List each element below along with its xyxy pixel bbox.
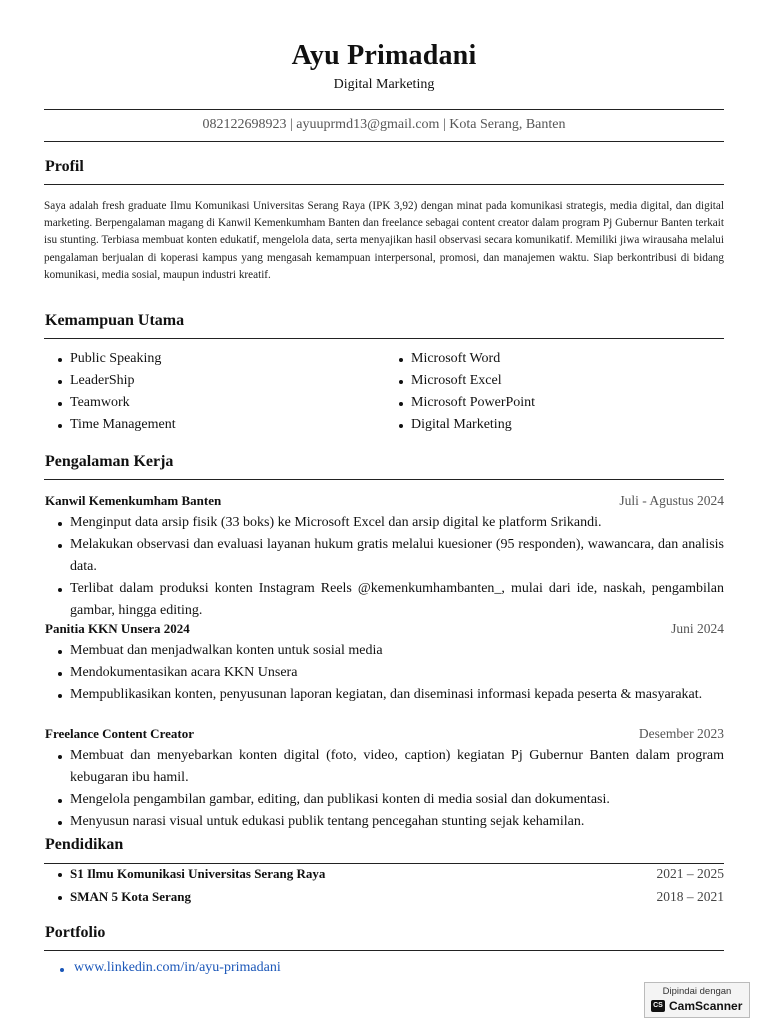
job-date: Desember 2023 [638,726,724,741]
section-title-education: Pendidikan [45,836,124,853]
section-title-profile: Profil [45,158,84,175]
education-years: 2018 – 2021 [656,889,724,904]
job-bullets [44,640,724,706]
section-title-skills: Kemampuan Utama [45,312,185,329]
job-bullets [44,512,724,622]
section-divider [44,863,724,864]
education-row [44,889,724,905]
skill-item: LeaderShip [44,370,176,392]
skill-item: Microsoft PowerPoint [385,392,535,414]
job-bullet: Membuat dan menjadwalkan konten untuk sosial media [44,640,724,662]
job-header [45,621,724,637]
job-bullet: Mempublikasikan konten, penyusunan laporan kegiatan, dan diseminasi informasi kepada peserta & masyarakat. [44,684,724,706]
job-bullet: Membuat dan menyebarkan konten digital (foto, video, caption) kegiatan Pj Gubernur Banten dalam program kebugaran ibu hamil. [44,745,724,789]
skill-item: Microsoft Word [385,348,535,370]
watermark-brand: CamScanner [669,999,743,1013]
education-row [44,866,724,882]
job-date: Juli - Agustus 2024 [619,493,724,508]
section-title-experience: Pengalaman Kerja [45,453,174,470]
job-bullet: Menyusun narasi visual untuk edukasi publik tentang pencegahan stunting sejak kehamilan. [44,811,724,833]
job-bullet: Menginput data arsip fisik (33 boks) ke Microsoft Excel dan arsip digital ke platform Srikandi. [44,512,724,534]
watermark-brand-row [651,999,742,1013]
job-bullets [44,745,724,833]
watermark-caption: Dipindai dengan [662,986,732,997]
camscanner-logo-icon: CS [651,1000,665,1012]
candidate-role: Digital Marketing [333,77,435,92]
linkedin-link[interactable]: www.linkedin.com/in/ayu-primadani [74,960,281,975]
job-bullet: Mendokumentasikan acara KKN Unsera [44,662,724,684]
skill-item: Digital Marketing [385,414,535,436]
job-header [45,493,724,509]
job-date: Juni 2024 [671,621,724,636]
job-organization: Kanwil Kemenkumham Banten [45,493,222,508]
section-divider [44,479,724,480]
contact-line: 082122698923 | ayuuprmd13@gmail.com | Kota Serang, Banten [44,109,724,142]
skills-list-right [385,348,535,436]
profile-summary: Saya adalah fresh graduate Ilmu Komunikasi Universitas Serang Raya (IPK 3,92) dengan minat pada komunikasi strategis, media digital, dan digital marketing. Berpengalaman magang di Kanwil Kemenkumham Banten dan freelance sebagai content creator dalam program Pj Gubernur Banten terkait isu stunting. Terbiasa membuat konten edukatif, mengelola data, serta menyajikan hasil observasi secara komunikatif. Memiliki jiwa wirausaha melalui pengalaman berjualan di koperasi kampus yang mengasah kemampuan interpersonal, promosi, dan manajemen waktu. Siap berkontribusi di bidang komunikasi, media sosial, maupun industri kreatif. [44,200,724,281]
skill-item: Microsoft Excel [385,370,535,392]
job-header [45,726,724,742]
section-divider [44,950,724,951]
portfolio-item [44,960,281,976]
job-bullet: Terlibat dalam produksi konten Instagram Reels @kemenkumhambanten_, mulai dari ide, naskah, pengambilan gambar, hingga editing. [44,578,724,622]
job-bullet: Mengelola pengambilan gambar, editing, dan publikasi konten di media sosial dan dokumentasi. [44,789,724,811]
skill-item: Time Management [44,414,176,436]
candidate-name: Ayu Primadani [291,40,477,71]
job-organization: Panitia KKN Unsera 2024 [45,621,190,636]
section-divider [44,338,724,339]
skills-list-left [44,348,176,436]
section-title-portfolio: Portfolio [45,924,106,941]
skill-item: Public Speaking [44,348,176,370]
education-years: 2021 – 2025 [656,866,724,881]
skill-item: Teamwork [44,392,176,414]
education-institution: S1 Ilmu Komunikasi Universitas Serang Raya [44,866,325,881]
job-organization: Freelance Content Creator [45,726,194,741]
camscanner-watermark [644,982,750,1018]
job-bullet: Melakukan observasi dan evaluasi layanan hukum gratis melalui kuesioner (95 responden), wawancara, dan analisis data. [44,534,724,578]
education-institution: SMAN 5 Kota Serang [44,889,191,904]
section-divider [44,184,724,185]
